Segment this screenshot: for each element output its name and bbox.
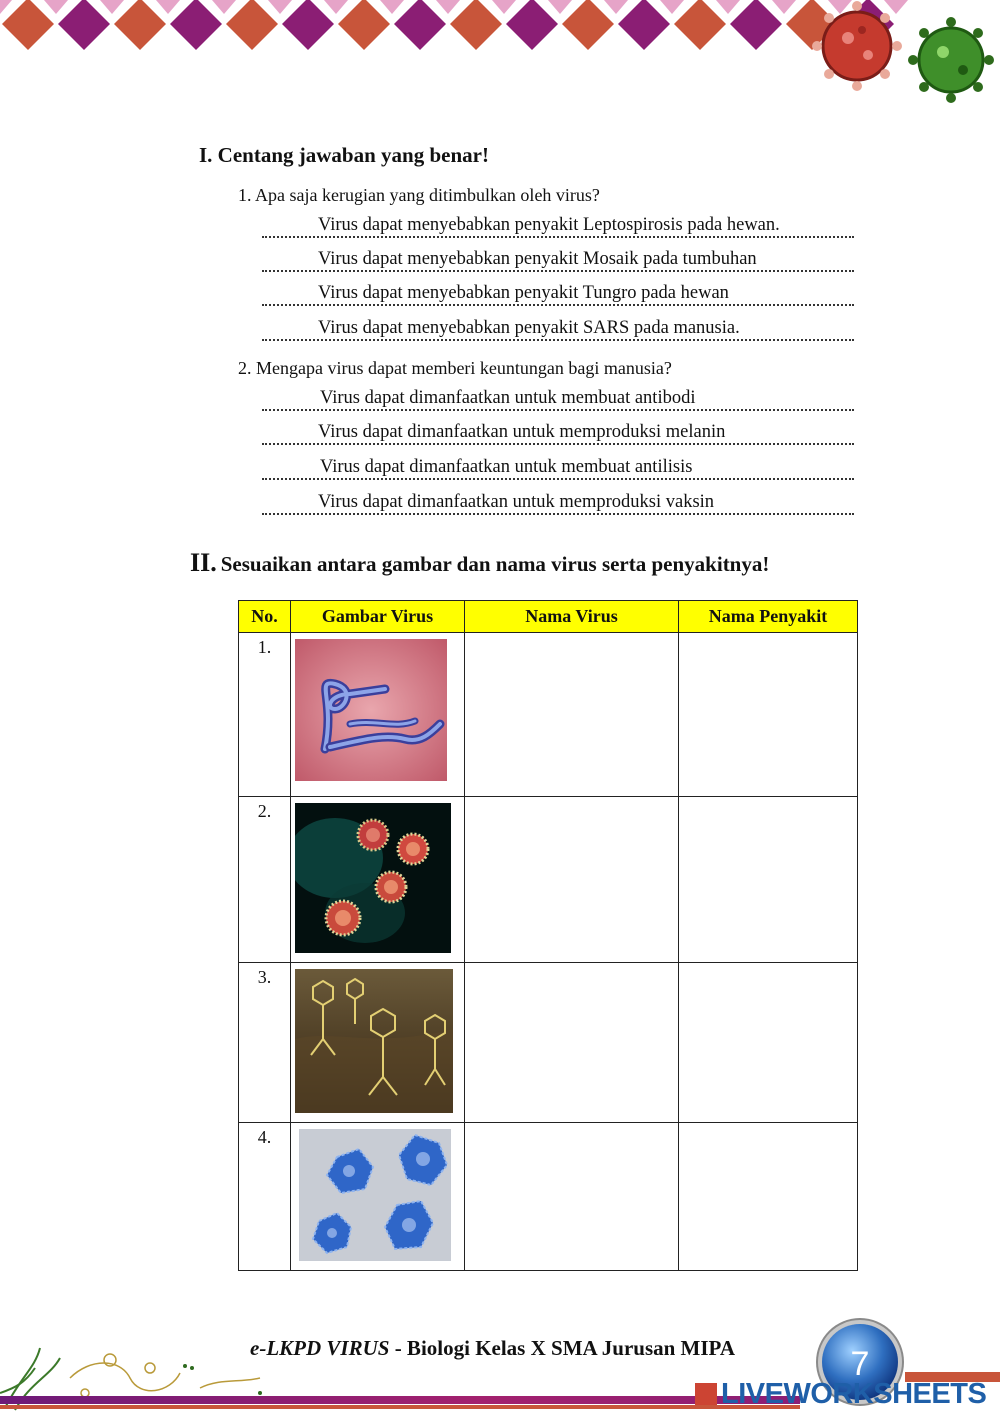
row-number: 3.	[239, 963, 291, 1123]
band-diamond	[394, 0, 446, 50]
band-diamond-small	[548, 0, 572, 14]
virus-image-cell	[291, 963, 465, 1123]
band-diamond	[506, 0, 558, 50]
option-label: Virus dapat dimanfaatkan untuk membuat antibodi	[320, 388, 696, 408]
virus-image-icosahedral	[299, 1129, 451, 1261]
nama-penyakit-cell[interactable]	[679, 1123, 858, 1271]
page-number: 7	[850, 1345, 870, 1383]
virus-image-spherical	[295, 803, 451, 953]
band-diamond	[730, 0, 782, 50]
band-diamond-small	[324, 0, 348, 14]
band-diamond-small	[660, 0, 684, 14]
footer-title	[250, 1336, 735, 1361]
virus-image-cell	[291, 633, 465, 797]
band-diamond-small	[268, 0, 292, 14]
band-diamond	[562, 0, 614, 50]
option-label: Virus dapat dimanfaatkan untuk memproduksi vaksin	[318, 492, 715, 512]
band-diamond	[674, 0, 726, 50]
band-diamond	[450, 0, 502, 50]
liveworksheets-logo-icon	[695, 1383, 717, 1405]
q1-option-2[interactable]	[262, 242, 854, 272]
virus-matching-table	[238, 600, 858, 1271]
band-diamond-small	[436, 0, 460, 14]
band-diamond-small	[44, 0, 68, 14]
q2-option-1[interactable]	[262, 381, 854, 411]
virus-image-cell	[291, 797, 465, 963]
q2-option-3[interactable]	[262, 450, 854, 480]
row-number: 2.	[239, 797, 291, 963]
question-2-text: 2. Mengapa virus dapat memberi keuntungan bagi manusia?	[238, 358, 672, 378]
band-diamond	[338, 0, 390, 50]
band-diamond-small	[380, 0, 404, 14]
band-diamond-small	[156, 0, 180, 14]
table-row	[239, 797, 858, 963]
section-2-heading	[190, 548, 769, 578]
band-diamond	[2, 0, 54, 50]
q2-option-4[interactable]	[262, 485, 854, 515]
section-2-title: Sesuaikan antara gambar dan nama virus serta penyakitnya!	[220, 552, 770, 576]
q2-option-2[interactable]	[262, 415, 854, 445]
nama-virus-cell[interactable]	[465, 633, 679, 797]
liveworksheets-badge[interactable]	[695, 1378, 986, 1411]
band-diamond-small	[604, 0, 628, 14]
header-no: No.	[239, 601, 291, 633]
coronavirus-green-illustration	[905, 14, 997, 106]
option-label: Virus dapat menyebabkan penyakit Leptospirosis pada hewan.	[318, 215, 780, 235]
table-row	[239, 1123, 858, 1271]
option-label: Virus dapat menyebabkan penyakit SARS pada manusia.	[318, 318, 740, 338]
band-diamond	[226, 0, 278, 50]
option-label: Virus dapat menyebabkan penyakit Tungro pada hewan	[318, 283, 729, 303]
virus-image-cell	[291, 1123, 465, 1271]
band-diamond-small	[772, 0, 796, 14]
nama-penyakit-cell[interactable]	[679, 797, 858, 963]
nama-virus-cell[interactable]	[465, 963, 679, 1123]
nama-virus-cell[interactable]	[465, 1123, 679, 1271]
table-row	[239, 963, 858, 1123]
option-label: Virus dapat dimanfaatkan untuk membuat antilisis	[320, 457, 693, 477]
row-number: 4.	[239, 1123, 291, 1271]
footer-title-italic: e-LKPD VIRUS	[250, 1336, 390, 1360]
band-diamond	[170, 0, 222, 50]
band-diamond-small	[716, 0, 740, 14]
header-nama-virus: Nama Virus	[465, 601, 679, 633]
table-header-row	[239, 601, 858, 633]
q1-option-1[interactable]	[262, 208, 854, 238]
band-diamond-small	[100, 0, 124, 14]
band-diamond-small	[212, 0, 236, 14]
band-diamond	[282, 0, 334, 50]
nama-penyakit-cell[interactable]	[679, 633, 858, 797]
virus-image-bacteriophage	[295, 969, 453, 1113]
table-row	[239, 633, 858, 797]
band-diamond	[618, 0, 670, 50]
option-label: Virus dapat menyebabkan penyakit Mosaik pada tumbuhan	[318, 249, 757, 269]
band-diamond-small	[0, 0, 12, 14]
q1-option-4[interactable]	[262, 311, 854, 341]
nama-penyakit-cell[interactable]	[679, 963, 858, 1123]
band-diamond	[58, 0, 110, 50]
band-diamond-small	[492, 0, 516, 14]
footer-title-rest: - Biologi Kelas X SMA Jurusan MIPA	[389, 1336, 735, 1360]
row-number: 1.	[239, 633, 291, 797]
liveworksheets-label: LIVEWORKSHEETS	[721, 1378, 987, 1410]
band-diamond	[114, 0, 166, 50]
section-1-heading: I. Centang jawaban yang benar!	[199, 143, 489, 167]
option-label: Virus dapat dimanfaatkan untuk memproduksi melanin	[318, 422, 726, 442]
nama-virus-cell[interactable]	[465, 797, 679, 963]
section-2-roman: II.	[190, 548, 217, 577]
virus-image-filament	[295, 639, 447, 781]
q1-option-3[interactable]	[262, 276, 854, 306]
question-1-text: 1. Apa saja kerugian yang ditimbulkan oleh virus?	[238, 185, 600, 205]
header-nama-penyakit: Nama Penyakit	[679, 601, 858, 633]
header-gambar-virus: Gambar Virus	[291, 601, 465, 633]
footer-stripe	[0, 1392, 800, 1413]
coronavirus-red-illustration	[812, 0, 902, 92]
